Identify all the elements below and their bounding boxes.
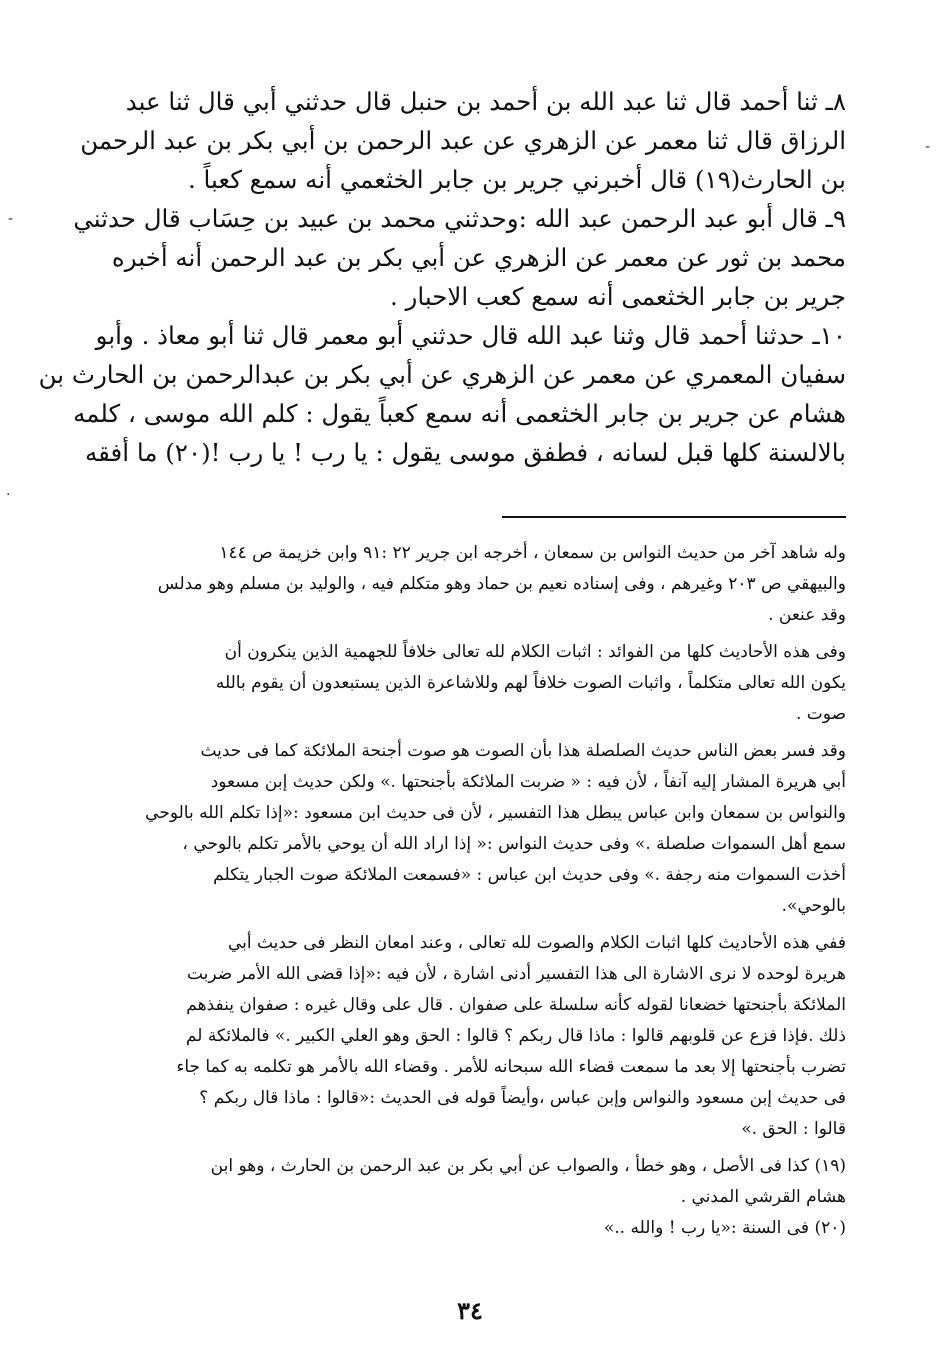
main-text-line: ١٠ـ حدثنا أحمد قال وثنا عبد الله قال حدثني أبو معمر قال ثنا أبو معاذ . وأبو [95,321,846,350]
main-text-line: بالالسنة كلها قبل لسانه ، فطفق موسى يقول : يا رب ! يا رب !(٢٠) ما أفقه [85,438,846,467]
footnote-line: سمع أهل السموات صلصلة .» وفى حديث النواس :« إذا اراد الله أن يوحي بالأمر تكلم بالوحي ، [182,834,846,854]
footnote-line: تضرب بأجنحتها إلا بعد ما سمعت قضاء الله سبحانه للأمر . وقضاء الله بالأمر هو تكلمه به كما جاء [176,1057,846,1077]
margin-mark: · [6,487,11,503]
main-text-line: محمد بن ثور عن معمر عن الزهري عن أبي بكر بن عبد الرحمن أنه أخبره [111,243,846,272]
footnote-line: وقد عنعن . [768,605,846,625]
main-text-line: ٨ـ ثنا أحمد قال ثنا عبد الله بن أحمد بن حنبل قال حدثني أبي قال ثنا عبد [125,87,846,116]
footnote-line: وله شاهد آخر من حديث النواس بن سمعان ، أخرجه ابن جرير ٢٢ :٩١ وابن خزيمة ص ١٤٤ [219,543,846,563]
footnote-paragraph [130,637,846,730]
footnote-paragraph [130,538,846,631]
footnote-line: (٢٠) فى السنة :«يا رب ! والله ..» [603,1218,846,1238]
footnote-line: والبيهقي ص ٢٠٣ وغيرهم ، وفى إسناده نعيم بن حماد وهو متكلم فيه ، والوليد بن مسلم وهو مدلس [157,574,846,594]
footnote-line: وفى هذه الأحاديث كلها من الفوائد : اثبات الكلام لله تعالى خلافاً للجهمية الذين ينكرون أن [224,642,846,662]
footnote-line: ففي هذه الأحاديث كلها اثبات الكلام والصوت لله تعالى ، وعند امعان النظر فى حديث أبي [227,933,846,953]
footnote-line: هريرة لوحده لا نرى الاشارة الى هذا التفسير أدنى اشارة ، لأن فيه :«إذا قضى الله الأمر ضربت [186,964,846,984]
footnote-line: أبي هريرة المشار إليه آنفاً ، لأن فيه : « ضربت الملائكة بأجنحتها .» ولكن حديث إبن مسعود [210,772,846,792]
footnote-line: وقد فسر بعض الناس حديث الصلصلة هذا بأن الصوت هو صوت أجنحة الملائكة كما فى حديث [200,741,846,761]
main-text-block [38,82,846,472]
footnote-paragraph [130,1213,846,1244]
main-text-line: ٩ـ قال أبو عبد الرحمن عبد الله :وحدثني محمد بن عبيد بن حِسَاب قال حدثني [73,204,846,233]
footnote-line: والنواس بن سمعان وابن عباس يبطل هذا التفسير ، لأن فى حديث ابن مسعود :«إذا تكلم الله بالوحي [145,803,846,823]
footnote-line: يكون الله تعالى متكلماً ، واثبات الصوت خلافاً لهم وللاشاعرة الذين يستبعدون أن يقوم بالله [215,673,846,693]
page-number: ٣٤ [457,1296,483,1325]
footnote-separator [502,516,846,518]
footnote-line: هشام القرشي المدني . [680,1187,846,1207]
margin-mark: - [8,211,14,227]
footnote-line: فى حديث إبن مسعود والنواس وإبن عباس ،وأيضاً قوله فى الحديث :«قالوا : ماذا قال ربكم ؟ [199,1088,846,1108]
footnote-line: ذلك .فإذا فزع عن قلوبهم قالوا : ماذا قال ربكم ؟ قالوا : الحق وهو العلي الكبير .» فالملائكة لم [185,1026,846,1046]
footnote-line: بالوحي». [781,896,846,916]
footnote-line: صوت . [795,704,846,724]
footnote-line: أخذت السموات منه رجفة .» وفى حديث ابن عباس : «فسمعت الملائكة صوت الجبار يتكلم [213,865,846,885]
margin-mark: - [925,139,931,155]
footnote-paragraph [130,736,846,922]
footnote-line: الملائكة بأجنحتها خضعانا لقوله كأنه سلسلة على صفوان . قال على وقال غيره : صفوان ينفذهم [186,995,846,1015]
main-text-line: هشام عن جرير بن جابر الخثعمى أنه سمع كعباً يقول : كلم الله موسى ، كلمه [73,399,846,428]
footnotes-block [130,538,846,1244]
main-text-line: جرير بن جابر الخثعمى أنه سمع كعب الاحبار . [389,282,846,311]
footnote-paragraph [130,928,846,1145]
footnote-line: قالوا : الحق .» [741,1119,846,1139]
main-text-line: بن الحارث(١٩) قال أخبرني جرير بن جابر الخثعمي أنه سمع كعباً . [187,165,846,194]
footnote-line: (١٩) كذا فى الأصل ، وهو خطأ ، والصواب عن أبي بكر بن عبد الرحمن بن الحارث ، وهو ابن [210,1156,846,1176]
main-text-line: الرزاق قال ثنا معمر عن الزهري عن عبد الرحمن بن أبي بكر بن عبد الرحمن [80,126,846,155]
main-text-line: سفيان المعمري عن معمر عن الزهري عن أبي بكر بن عبدالرحمن بن الحارث بن [38,360,846,389]
footnote-paragraph [130,1151,846,1213]
